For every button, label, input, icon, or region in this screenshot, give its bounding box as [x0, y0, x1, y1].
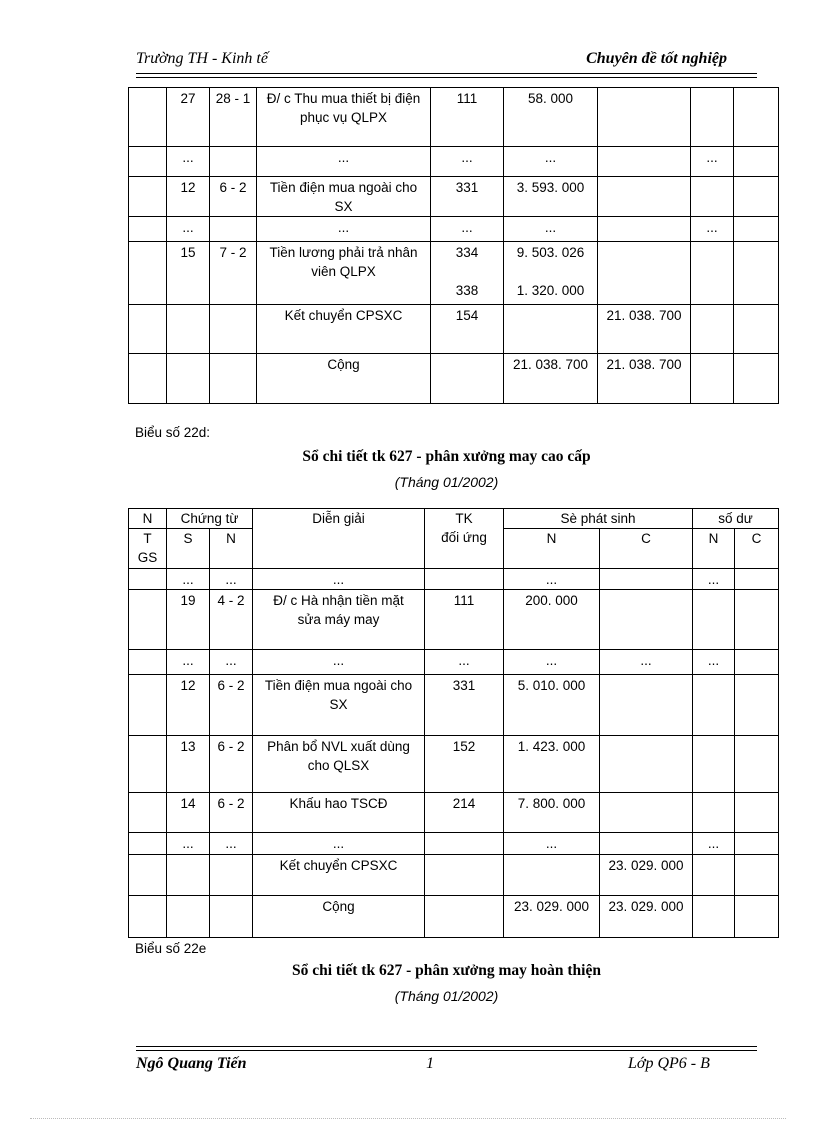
cell-tk: ...: [431, 217, 504, 242]
caption-22e: Biểu số 22e: [135, 941, 207, 956]
cell-du-no: [691, 177, 734, 217]
subtitle-22d: (Tháng 01/2002): [394, 474, 499, 490]
th-du-co: C: [735, 529, 779, 569]
cell-dien-giai: Phân bổ NVL xuất dùng cho QLSX: [253, 736, 425, 793]
cell-du-no: ...: [693, 833, 735, 855]
cell-ngay: ...: [210, 650, 253, 675]
th-du-no: N: [693, 529, 735, 569]
table-row: [129, 855, 779, 896]
cell-du-co: [734, 305, 779, 354]
cell-ps-co: [598, 147, 691, 177]
cell-so: 12: [167, 675, 210, 736]
cell-tk: ...: [425, 650, 504, 675]
cell-ps-no: ...: [504, 217, 598, 242]
cell-ngs: [129, 896, 167, 938]
cell-du-no: [691, 305, 734, 354]
cell-so: [167, 354, 210, 404]
cell-du-no: [693, 855, 735, 896]
cell-dien-giai: Tiền điện mua ngoài cho SX: [257, 177, 431, 217]
cell-du-co: [735, 569, 779, 590]
cell-ngay: [210, 354, 257, 404]
cell-du-co: [734, 242, 779, 305]
table-row: [129, 833, 779, 855]
cell-dien-giai: ...: [253, 569, 425, 590]
table-row: [129, 217, 779, 242]
subtitle-22e: (Tháng 01/2002): [394, 988, 499, 1004]
cell-ps-co: [598, 242, 691, 305]
table-row: [129, 793, 779, 833]
cell-du-co: [734, 88, 779, 147]
ledger-table-continued: [128, 87, 779, 404]
header-rule-2: [136, 77, 757, 78]
cell-so: ...: [167, 650, 210, 675]
page-header: [136, 48, 757, 72]
cell-tk: 214: [425, 793, 504, 833]
cell-tk: [425, 896, 504, 938]
th-ngs: T GS: [129, 529, 167, 569]
cell-ngay: 6 - 2: [210, 793, 253, 833]
cell-ps-co: 21. 038. 700: [598, 354, 691, 404]
cell-du-no: ...: [693, 650, 735, 675]
cell-ngay: [210, 147, 257, 177]
cell-so: 27: [167, 88, 210, 147]
cell-ngs: [129, 147, 167, 177]
table-row: [129, 569, 779, 590]
cell-du-co: [735, 896, 779, 938]
table-row: [129, 736, 779, 793]
cell-ps-co: [600, 590, 693, 650]
cell-ngs: [129, 675, 167, 736]
cell-ngs: [129, 855, 167, 896]
cell-dien-giai: ...: [257, 147, 431, 177]
cell-so: ...: [167, 147, 210, 177]
table-row: [129, 88, 779, 147]
report-topic: Chuyên đề tốt nghiệp: [586, 50, 727, 67]
cell-dien-giai: ...: [253, 650, 425, 675]
cell-tk: [425, 569, 504, 590]
cell-ngay: [210, 217, 257, 242]
cell-ps-co: 23. 029. 000: [600, 896, 693, 938]
cell-dien-giai: Kết chuyển CPSXC: [253, 855, 425, 896]
th-tk: [425, 509, 504, 569]
cell-ps-no: 23. 029. 000: [504, 896, 600, 938]
cell-ps-no: 3. 593. 000: [504, 177, 598, 217]
cell-so: [167, 855, 210, 896]
cell-tk: 331: [431, 177, 504, 217]
cell-dien-giai: Tiền điện mua ngoài cho SX: [253, 675, 425, 736]
cell-du-no: [693, 736, 735, 793]
cell-du-no: [691, 354, 734, 404]
th-doi-ung: đối ứng: [441, 530, 487, 545]
cell-ps-no: 9. 503. 026 1. 320. 000: [504, 242, 598, 305]
cell-dien-giai: Kết chuyển CPSXC: [257, 305, 431, 354]
cell-ngay: [210, 896, 253, 938]
cell-dien-giai: ...: [253, 833, 425, 855]
cell-ps-co: [600, 675, 693, 736]
cell-du-co: [734, 177, 779, 217]
cell-tk: 111: [425, 590, 504, 650]
cell-ps-co: [600, 569, 693, 590]
cell-tk: 331: [425, 675, 504, 736]
cell-ngs: [129, 217, 167, 242]
title-22d: Sổ chi tiết tk 627 - phân xưởng may cao cấp: [302, 448, 591, 465]
cell-du-no: [691, 88, 734, 147]
cell-so: 12: [167, 177, 210, 217]
cell-ngs: [129, 569, 167, 590]
cell-ps-co: [600, 833, 693, 855]
cell-ngs: [129, 833, 167, 855]
cell-ps-no: ...: [504, 650, 600, 675]
author-name: Ngô Quang Tiến: [136, 1055, 247, 1072]
table-row: [129, 354, 779, 404]
cell-du-no: [691, 242, 734, 305]
cell-so: 15: [167, 242, 210, 305]
cell-ps-no: 21. 038. 700: [504, 354, 598, 404]
cell-dien-giai: Đ/ c Hà nhận tiền mặt sửa máy may: [253, 590, 425, 650]
cell-du-co: [735, 650, 779, 675]
table-row: [129, 177, 779, 217]
cell-ps-no: 58. 000: [504, 88, 598, 147]
th-ps-no: N: [504, 529, 600, 569]
footer-rule-2: [136, 1050, 757, 1051]
cell-ps-co: 21. 038. 700: [598, 305, 691, 354]
title-22e: Sổ chi tiết tk 627 - phân xưởng may hoàn thiện: [292, 962, 601, 979]
cell-ngs: [129, 88, 167, 147]
footer-rule-1: [136, 1046, 757, 1047]
cell-ngs: [129, 590, 167, 650]
table-row: [129, 590, 779, 650]
cell-ngay: 4 - 2: [210, 590, 253, 650]
cell-ngs: [129, 242, 167, 305]
cell-ps-co: ...: [600, 650, 693, 675]
cell-du-co: [734, 217, 779, 242]
table-row: [129, 650, 779, 675]
cell-du-no: [693, 590, 735, 650]
cell-tk: 334 338: [431, 242, 504, 305]
cell-du-no: ...: [691, 147, 734, 177]
th-chung-tu: Chứng từ: [167, 509, 253, 529]
th-so-du: số dư: [693, 509, 779, 529]
cell-ps-no: 5. 010. 000: [504, 675, 600, 736]
cell-ngay: 6 - 2: [210, 177, 257, 217]
cell-ps-no: ...: [504, 569, 600, 590]
cell-ngs: [129, 177, 167, 217]
cell-dien-giai: Tiền lương phải trả nhân viên QLPX: [257, 242, 431, 305]
cell-du-co: [734, 147, 779, 177]
cell-ngay: [210, 855, 253, 896]
cell-ps-no: ...: [504, 147, 598, 177]
th-n: N: [210, 529, 253, 569]
cell-tk: ...: [431, 147, 504, 177]
cell-tk: [431, 354, 504, 404]
cell-du-co: [735, 590, 779, 650]
cell-ps-co: [598, 177, 691, 217]
header-rule-1: [136, 73, 757, 74]
cell-ngay: ...: [210, 569, 253, 590]
page-number: 1: [426, 1055, 434, 1072]
cell-ngay: 28 - 1: [210, 88, 257, 147]
cell-ps-co: [598, 217, 691, 242]
table-row: [129, 896, 779, 938]
cell-so: ...: [167, 217, 210, 242]
cell-ps-no: 7. 800. 000: [504, 793, 600, 833]
cell-dien-giai: Khấu hao TSCĐ: [253, 793, 425, 833]
cell-du-co: [735, 675, 779, 736]
cell-dien-giai: ...: [257, 217, 431, 242]
cell-tk: 154: [431, 305, 504, 354]
table-row: [129, 242, 779, 305]
th-s: S: [167, 529, 210, 569]
cell-du-co: [735, 833, 779, 855]
cell-du-co: [735, 736, 779, 793]
cell-ngay: 6 - 2: [210, 736, 253, 793]
ledger-table-22d: [128, 508, 779, 938]
cell-ps-co: 23. 029. 000: [600, 855, 693, 896]
cell-dien-giai: Cộng: [257, 354, 431, 404]
cell-ps-no: ...: [504, 833, 600, 855]
cell-tk: [425, 833, 504, 855]
page-bottom-dotted-line: [30, 1118, 786, 1119]
cell-ps-co: [600, 736, 693, 793]
cell-ps-no: [504, 855, 600, 896]
th-so-phat-sinh: Sè phát sinh: [504, 509, 693, 529]
th-tk-label: TK: [455, 511, 473, 526]
cell-ngs: [129, 650, 167, 675]
cell-tk: 111: [431, 88, 504, 147]
cell-ps-co: [598, 88, 691, 147]
school-name: Trường TH - Kinh tế: [136, 50, 268, 67]
th-dien-giai: Diễn giải: [253, 509, 425, 569]
cell-ps-co: [600, 793, 693, 833]
caption-22d: Biểu số 22d:: [135, 425, 211, 440]
cell-ngs: [129, 793, 167, 833]
table-row: [129, 675, 779, 736]
table-row: [129, 147, 779, 177]
class-name: Lớp QP6 - B: [628, 1055, 710, 1072]
th-ps-co: C: [600, 529, 693, 569]
table-row: [129, 305, 779, 354]
cell-ngs: [129, 736, 167, 793]
cell-ngs: [129, 305, 167, 354]
cell-ngay: ...: [210, 833, 253, 855]
cell-du-no: ...: [693, 569, 735, 590]
cell-so: 14: [167, 793, 210, 833]
cell-du-no: [693, 896, 735, 938]
cell-so: 13: [167, 736, 210, 793]
cell-ps-no: [504, 305, 598, 354]
cell-tk: [425, 855, 504, 896]
cell-du-co: [734, 354, 779, 404]
cell-ps-no: 200. 000: [504, 590, 600, 650]
cell-du-no: [693, 793, 735, 833]
cell-ngs: [129, 354, 167, 404]
cell-so: [167, 896, 210, 938]
cell-dien-giai: Cộng: [253, 896, 425, 938]
cell-ngay: [210, 305, 257, 354]
cell-ps-no: 1. 423. 000: [504, 736, 600, 793]
cell-so: ...: [167, 833, 210, 855]
cell-tk: 152: [425, 736, 504, 793]
cell-so: 19: [167, 590, 210, 650]
cell-du-co: [735, 855, 779, 896]
cell-dien-giai: Đ/ c Thu mua thiết bị điện phục vụ QLPX: [257, 88, 431, 147]
cell-so: [167, 305, 210, 354]
cell-so: ...: [167, 569, 210, 590]
cell-ngay: 6 - 2: [210, 675, 253, 736]
cell-du-co: [735, 793, 779, 833]
cell-du-no: ...: [691, 217, 734, 242]
th-nt: N: [129, 509, 167, 529]
cell-du-no: [693, 675, 735, 736]
cell-ngay: 7 - 2: [210, 242, 257, 305]
